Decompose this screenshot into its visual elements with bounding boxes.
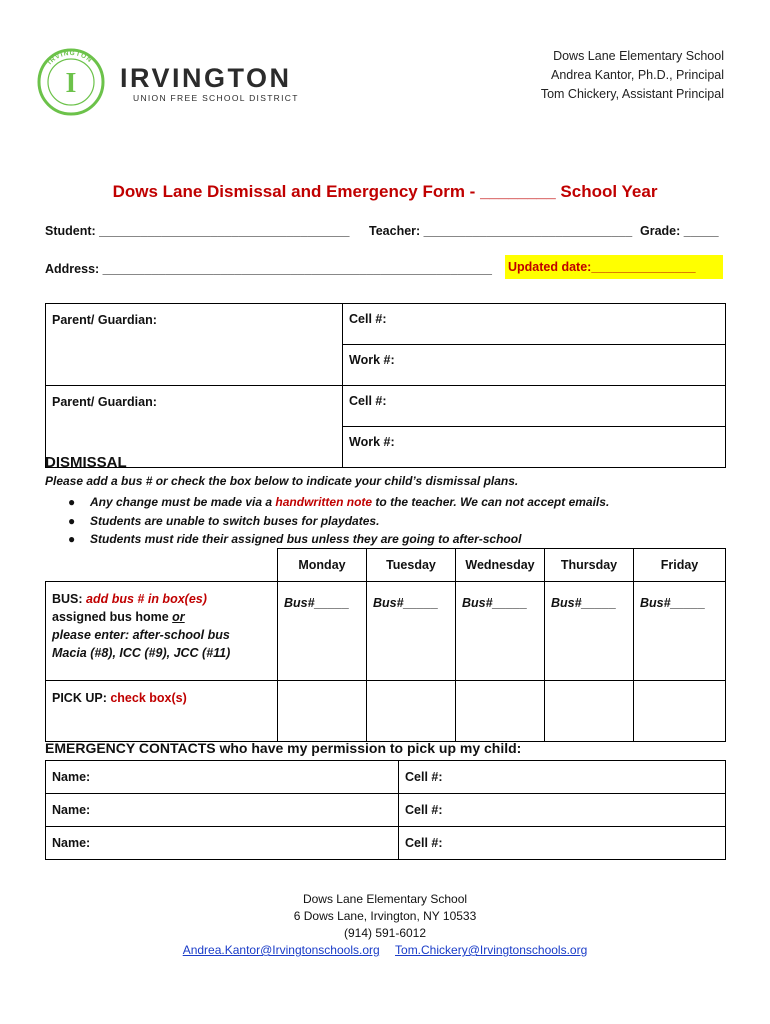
assistant-principal-email-link[interactable]: Tom.Chickery@Irvingtonschools.org — [395, 943, 588, 957]
pickup-monday-checkbox[interactable] — [278, 681, 367, 742]
bus-wednesday[interactable]: Bus#_____ — [456, 582, 545, 681]
list-item: ● Any change must be made via a handwritten note to the teacher. We can not accept emails. — [68, 493, 609, 512]
parent-2-cell[interactable]: Cell #: — [343, 386, 726, 427]
emergency-cell-2[interactable]: Cell #: — [399, 794, 726, 827]
parent-1-cell[interactable]: Cell #: — [343, 304, 726, 345]
table-corner — [46, 549, 278, 582]
dismissal-instructions: Please add a bus # or check the box below to indicate your child’s dismissal plans. — [45, 474, 519, 488]
bullet-icon: ● — [68, 532, 76, 546]
pickup-wednesday-checkbox[interactable] — [456, 681, 545, 742]
bullet-icon: ● — [68, 495, 76, 509]
pickup-thursday-checkbox[interactable] — [545, 681, 634, 742]
footer — [0, 891, 770, 959]
school-info — [541, 47, 724, 104]
principal-name: Andrea Kantor, Ph.D., Principal — [550, 68, 724, 82]
parent-1-work[interactable]: Work #: — [343, 345, 726, 386]
footer-school-name: Dows Lane Elementary School — [302, 892, 468, 906]
pickup-friday-checkbox[interactable] — [634, 681, 726, 742]
handwritten-note-emphasis: handwritten note — [275, 495, 373, 509]
address-field[interactable]: Address: ________________________________________________________ — [45, 262, 492, 276]
assistant-principal-name: Tom Chickery, Assistant Principal — [540, 87, 724, 101]
dismissal-heading: DISMISSAL — [45, 454, 127, 471]
day-header-friday: Friday — [634, 549, 726, 582]
emergency-name-2[interactable]: Name: — [46, 794, 399, 827]
day-header-tuesday: Tuesday — [367, 549, 456, 582]
day-header-wednesday: Wednesday — [456, 549, 545, 582]
grade-field[interactable]: Grade: _____ — [640, 224, 719, 238]
emergency-contacts-heading: EMERGENCY CONTACTS who have my permission to pick up my child: — [45, 740, 522, 756]
bus-tuesday[interactable]: Bus#_____ — [367, 582, 456, 681]
district-logo-wordmark: IRVINGTON — [120, 63, 292, 93]
dismissal-schedule-table — [45, 548, 726, 742]
emergency-cell-3[interactable]: Cell #: — [399, 827, 726, 860]
student-field[interactable]: Student: ____________________________________ — [45, 224, 350, 238]
list-item: ● Students are unable to switch buses for playdates. — [68, 512, 609, 531]
bus-thursday[interactable]: Bus#_____ — [545, 582, 634, 681]
parent-2-work[interactable]: Work #: — [343, 427, 726, 468]
emergency-name-1[interactable]: Name: — [46, 761, 399, 794]
district-logo-subtitle: UNION FREE SCHOOL DISTRICT — [133, 93, 299, 103]
emergency-cell-1[interactable]: Cell #: — [399, 761, 726, 794]
bus-friday[interactable]: Bus#_____ — [634, 582, 726, 681]
footer-phone: (914) 591-6012 — [343, 926, 427, 940]
dismissal-rules — [68, 493, 609, 549]
logo-ring-text: IRVINGTON — [46, 49, 94, 67]
teacher-field[interactable]: Teacher: ______________________________ — [369, 224, 633, 238]
bullet-icon: ● — [68, 513, 76, 528]
principal-email-link[interactable]: Andrea.Kantor@Irvingtonschools.org — [182, 943, 380, 957]
emergency-name-3[interactable]: Name: — [46, 827, 399, 860]
emergency-contacts-table — [45, 760, 726, 860]
parent-guardian-table — [45, 303, 726, 468]
school-name: Dows Lane Elementary School — [553, 49, 724, 63]
logo-letter: I — [65, 68, 77, 99]
footer-address: 6 Dows Lane, Irvington, NY 10533 — [293, 909, 477, 923]
day-header-thursday: Thursday — [545, 549, 634, 582]
parent-guardian-2[interactable]: Parent/ Guardian: — [46, 386, 343, 468]
bus-monday[interactable]: Bus#_____ — [278, 582, 367, 681]
day-header-monday: Monday — [278, 549, 367, 582]
parent-guardian-1[interactable]: Parent/ Guardian: — [46, 304, 343, 386]
updated-date-field[interactable]: Updated date:_______________ — [505, 255, 723, 279]
district-logo-seal — [37, 48, 105, 116]
bus-row-label: BUS: add bus # in box(es) assigned bus home or please enter: after-school bus Macia (#8), ICC (#9), JCC (#11) — [46, 582, 278, 681]
pickup-row-label: PICK UP: check box(s) — [46, 681, 278, 742]
pickup-tuesday-checkbox[interactable] — [367, 681, 456, 742]
form-title: Dows Lane Dismissal and Emergency Form - ________ School Year — [112, 182, 658, 201]
list-item: ● Students must ride their assigned bus unless they are going to after-school — [68, 530, 609, 549]
